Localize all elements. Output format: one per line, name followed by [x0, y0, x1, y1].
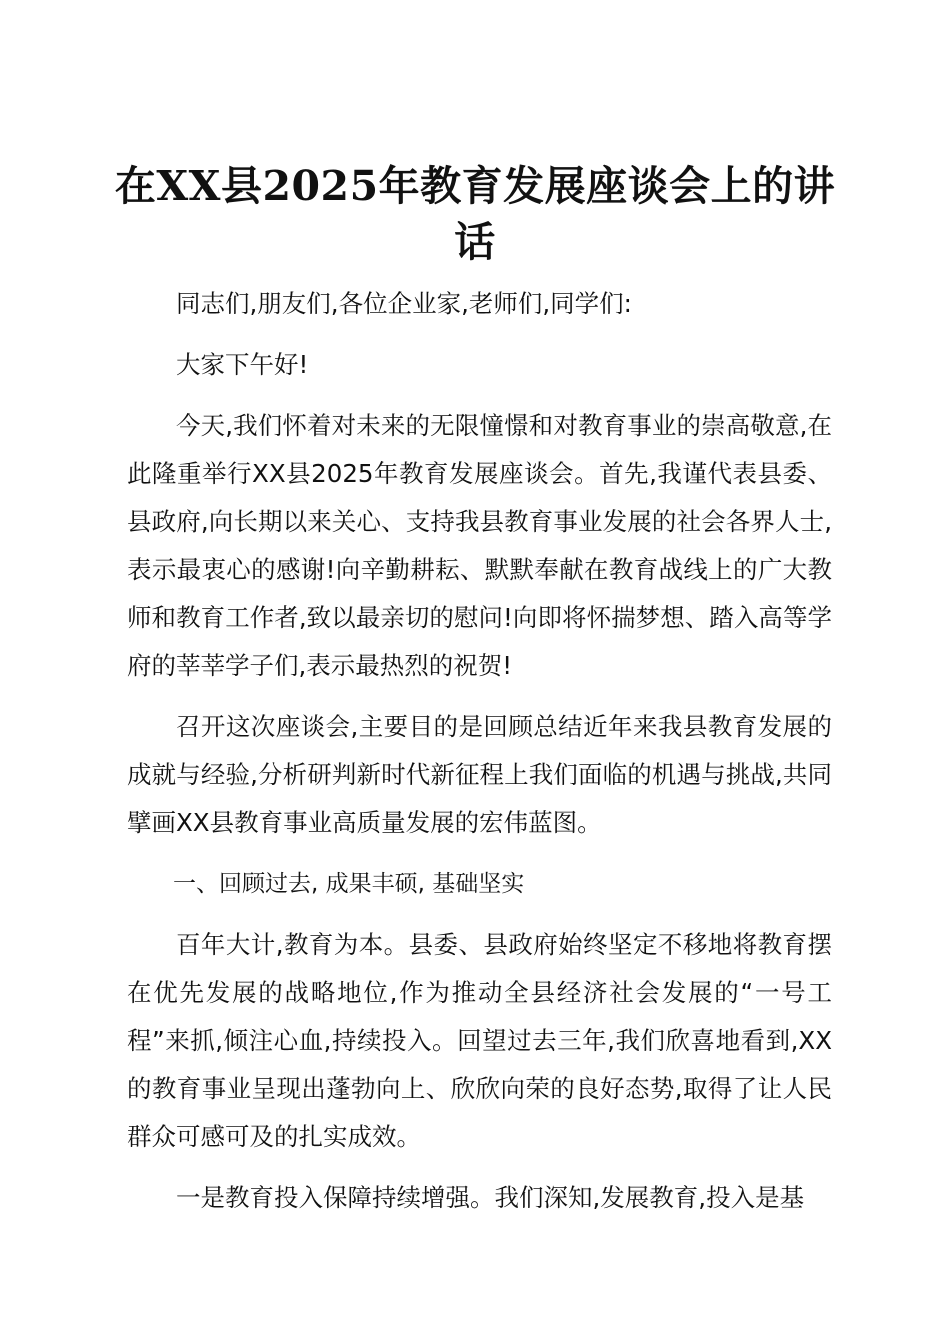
section-heading: 一、回顾过去, 成果丰硕, 基础坚实 [173, 871, 525, 897]
salutation-paragraph: 同志们,朋友们,各位企业家,老师们,同学们: [176, 289, 632, 318]
investment-paragraph: 一是教育投入保障持续增强。我们深知,发展教育,投入是基 [176, 1183, 805, 1212]
opening-paragraph: 今天,我们怀着对未来的无限憧憬和对教育事业的崇高敬意,在此隆重举行XX县2025年教育发展座谈会。首先,我谨代表县委、县政府,向长期以来关心、支持我县教育事业发展的社会各界人士,表示最衷心的感谢!向辛勤耕耘、默默奉献在教育战线上的广大教师和教育工作者,致以最亲切的慰问!向即将怀揣梦想、踏入高等学府的莘莘学子们,表示最热烈的祝贺! [127, 411, 832, 680]
document-body [127, 280, 832, 1235]
greeting-paragraph: 大家下午好! [176, 350, 309, 379]
review-paragraph: 百年大计,教育为本。县委、县政府始终坚定不移地将教育摆在优先发展的战略地位,作为推动全县经济社会发展的“一号工程”来抓,倾注心血,持续投入。回望过去三年,我们欣喜地看到,XX的教育事业呈现出蓬勃向上、欣欣向荣的良好态势,取得了让人民群众可感可及的扎实成效。 [127, 930, 832, 1151]
purpose-paragraph: 召开这次座谈会,主要目的是回顾总结近年来我县教育发展的成就与经验,分析研判新时代新征程上我们面临的机遇与挑战,共同擘画XX县教育事业高质量发展的宏伟蓝图。 [127, 712, 832, 837]
document-title: 在XX县2025年教育发展座谈会上的讲话 [114, 162, 836, 266]
